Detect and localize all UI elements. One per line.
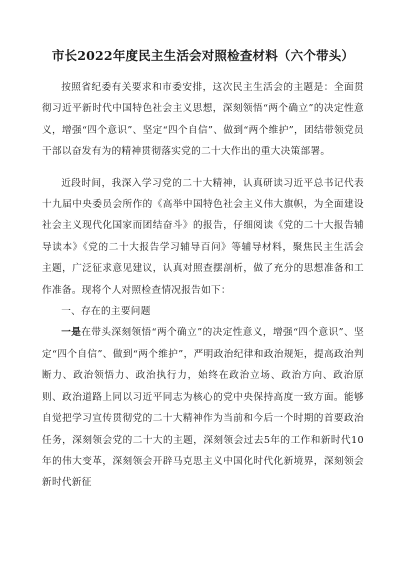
document-title: 市长2022年度民主生活会对照检查材料（六个带头） <box>51 48 355 63</box>
preparation-paragraph: 近段时间，我深入学习党的二十大精神，认真研读习近平总书记代表十九届中央委员会所作的《高举中国特色社会主义伟大旗帜，为全面建设社会主义现代化国家而团结奋斗》的报告，仔细阅读《党的二十大报告辅导读本》《党的二十大报告学习辅导百问》等辅导材料，聚焦民主生活会主题，广泛征求意见建议，认真对照查摆剖析，做了充分的思想准备和工作准备。现将个人对照检查情况报告如下： <box>42 177 364 296</box>
point-one-lead: 一是 <box>61 327 82 339</box>
point-one-text: 在带头深刻领悟“两个确立”的决定性意义，增强“四个意识”、坚定“四个自信”、做到“两个维护”，严明政治纪律和政治规矩，提高政治判断力、政治领悟力、政治执行力，始终在政治立场、政治方向、政治原则、政治道路上同以习近平同志为核心的党中央保持高度一致方面。能够自觉把学习宣传贯彻党的二十大精神作为当前和今后一个时期的首要政治任务，深刻领会党的二十大的主题，深刻领会过去5年的工作和新时代10年的伟大变革，深刻领会开辟马克思主义中国化时代化新境界，深刻领会新时代新征 <box>42 327 364 489</box>
paragraph-gap <box>42 163 364 173</box>
section-heading: 一、存在的主要问题 <box>61 306 151 318</box>
point-one-paragraph <box>42 322 364 493</box>
intro-paragraph: 按照省纪委有关要求和市委安排，这次民主生活会的主题是：全面贯彻习近平新时代中国特色社会主义思想，深刻领悟“两个确立”的决定性意义，增强“四个意识”、坚定“四个自信”、做到“两个维护”，团结带领党员干部以奋发有为的精神贯彻落实党的二十大作出的重大决策部署。 <box>42 82 364 158</box>
